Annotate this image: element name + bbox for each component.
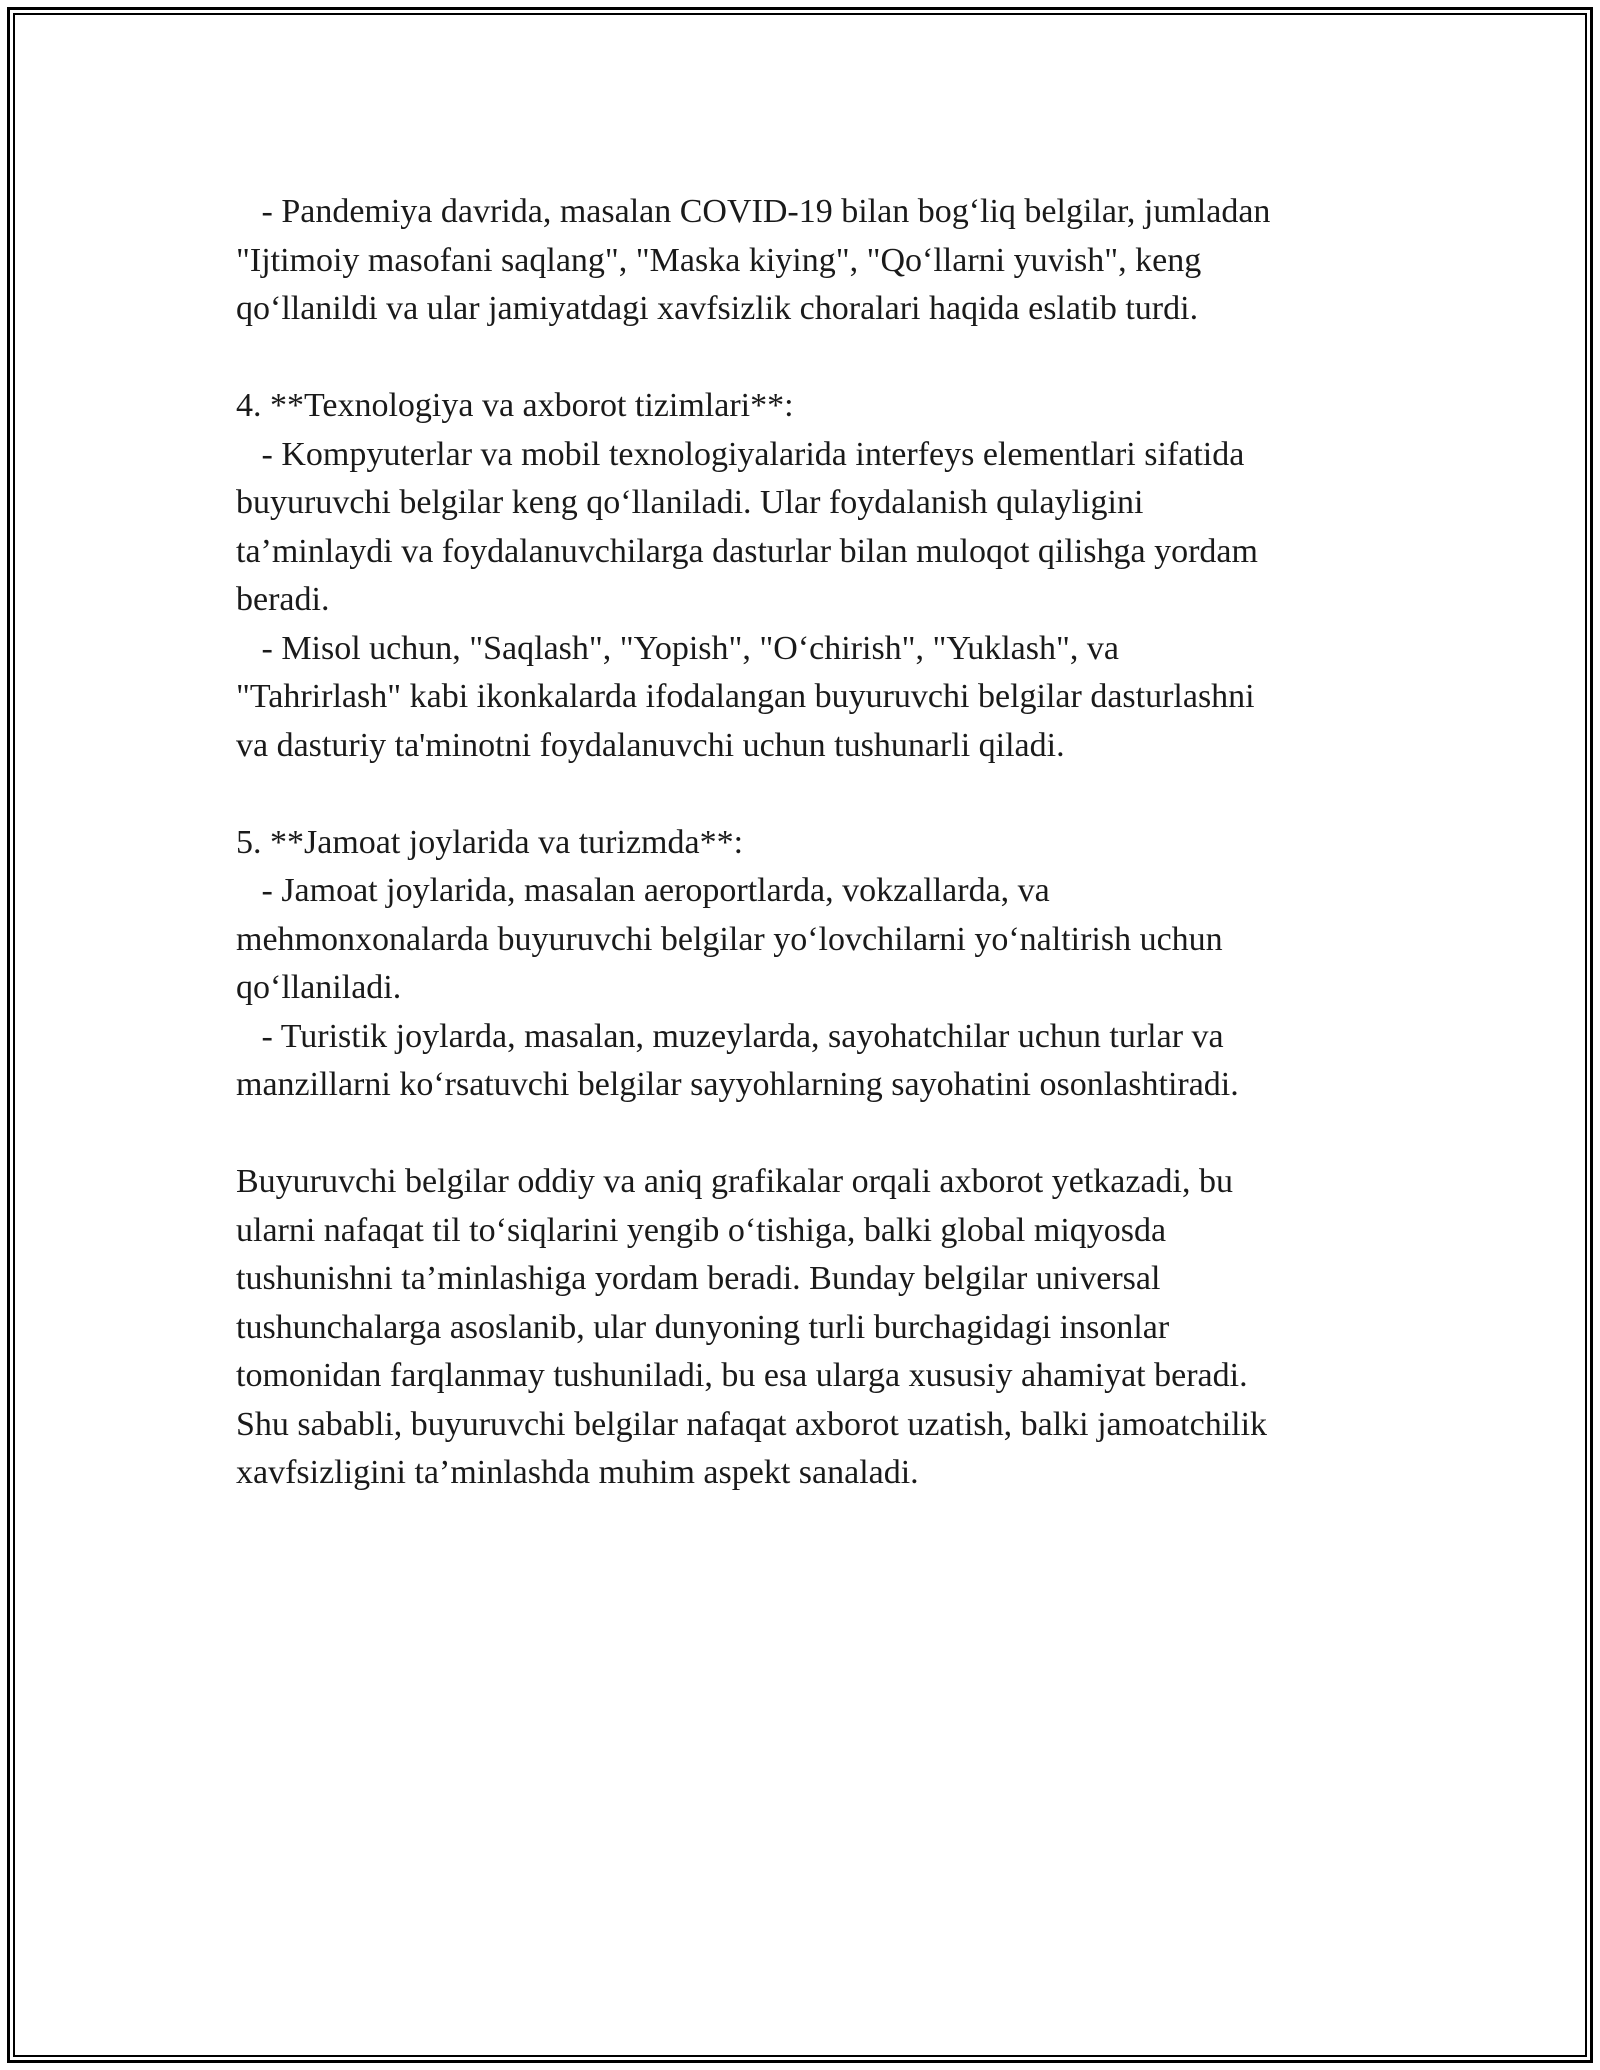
- text-line: "Tahrirlash" kabi ikonkalarda ifodalangan buyuruvchi belgilar dasturlashni: [236, 678, 1255, 715]
- text-line: Shu sababli, buyuruvchi belgilar nafaqat axborot uzatish, balki jamoatchilik: [236, 1405, 1268, 1443]
- public-places-section: [236, 819, 1366, 1110]
- section-heading: 5. **Jamoat joylarida va turizmda**:: [236, 823, 744, 861]
- paragraph-spacer: [236, 334, 1366, 383]
- text-line: ta’minlaydi va foydalanuvchilarga dasturlar bilan muloqot qilishga yordam: [236, 532, 1258, 570]
- document-body: [236, 188, 1366, 1498]
- text-line: tushunchalarga asoslanib, ular dunyoning turli burchagidagi insonlar: [236, 1308, 1170, 1346]
- text-line: - Misol uchun, "Saqlash", "Yopish", "O‘chirish", "Yuklash", va: [236, 629, 1119, 667]
- paragraph-spacer: [236, 770, 1366, 819]
- text-line: - Pandemiya davrida, masalan COVID-19 bilan bog‘liq belgilar, jumladan: [236, 193, 1271, 230]
- text-line: qo‘llanildi va ular jamiyatdagi xavfsizlik choralari haqida eslatib turdi.: [236, 290, 1199, 327]
- text-line: manzillarni ko‘rsatuvchi belgilar sayyohlarning sayohatini osonlashtiradi.: [236, 1066, 1239, 1103]
- text-line: xavfsizligini ta’minlashda muhim aspekt sanaladi.: [236, 1454, 919, 1491]
- text-line: - Turistik joylarda, masalan, muzeylarda, sayohatchilar uchun turlar va: [236, 1017, 1224, 1055]
- text-line: ularni nafaqat til to‘siqlarini yengib o‘tishiga, balki global miqyosda: [236, 1211, 1167, 1249]
- pandemic-paragraph: [236, 188, 1366, 334]
- text-line: tomonidan farqlanmay tushuniladi, bu esa ularga xususiy ahamiyat beradi.: [236, 1357, 1248, 1394]
- text-line: - Jamoat joylarida, masalan aeroportlarda, vokzallarda, va: [236, 872, 1050, 909]
- technology-section: [236, 382, 1366, 770]
- text-line: Buyuruvchi belgilar oddiy va aniq grafikalar orqali axborot yetkazadi, bu: [236, 1163, 1234, 1200]
- conclusion-paragraph: [236, 1158, 1366, 1498]
- section-heading: 4. **Texnologiya va axborot tizimlari**:: [236, 387, 794, 424]
- text-line: - Kompyuterlar va mobil texnologiyalarida interfeys elementlari sifatida: [236, 435, 1245, 473]
- text-line: "Ijtimoiy masofani saqlang", "Maska kiying", "Qo‘llarni yuvish", keng: [236, 241, 1202, 279]
- text-line: beradi.: [236, 581, 330, 618]
- text-line: va dasturiy ta'minotni foydalanuvchi uchun tushunarli qiladi.: [236, 726, 1065, 764]
- text-line: mehmonxonalarda buyuruvchi belgilar yo‘lovchilarni yo‘naltirish uchun: [236, 920, 1223, 958]
- text-line: buyuruvchi belgilar keng qo‘llaniladi. Ular foydalanish qulayligini: [236, 484, 1144, 521]
- paragraph-spacer: [236, 1110, 1366, 1159]
- text-line: tushunishni ta’minlashiga yordam beradi. Bunday belgilar universal: [236, 1260, 1161, 1297]
- text-line: qo‘llaniladi.: [236, 969, 402, 1006]
